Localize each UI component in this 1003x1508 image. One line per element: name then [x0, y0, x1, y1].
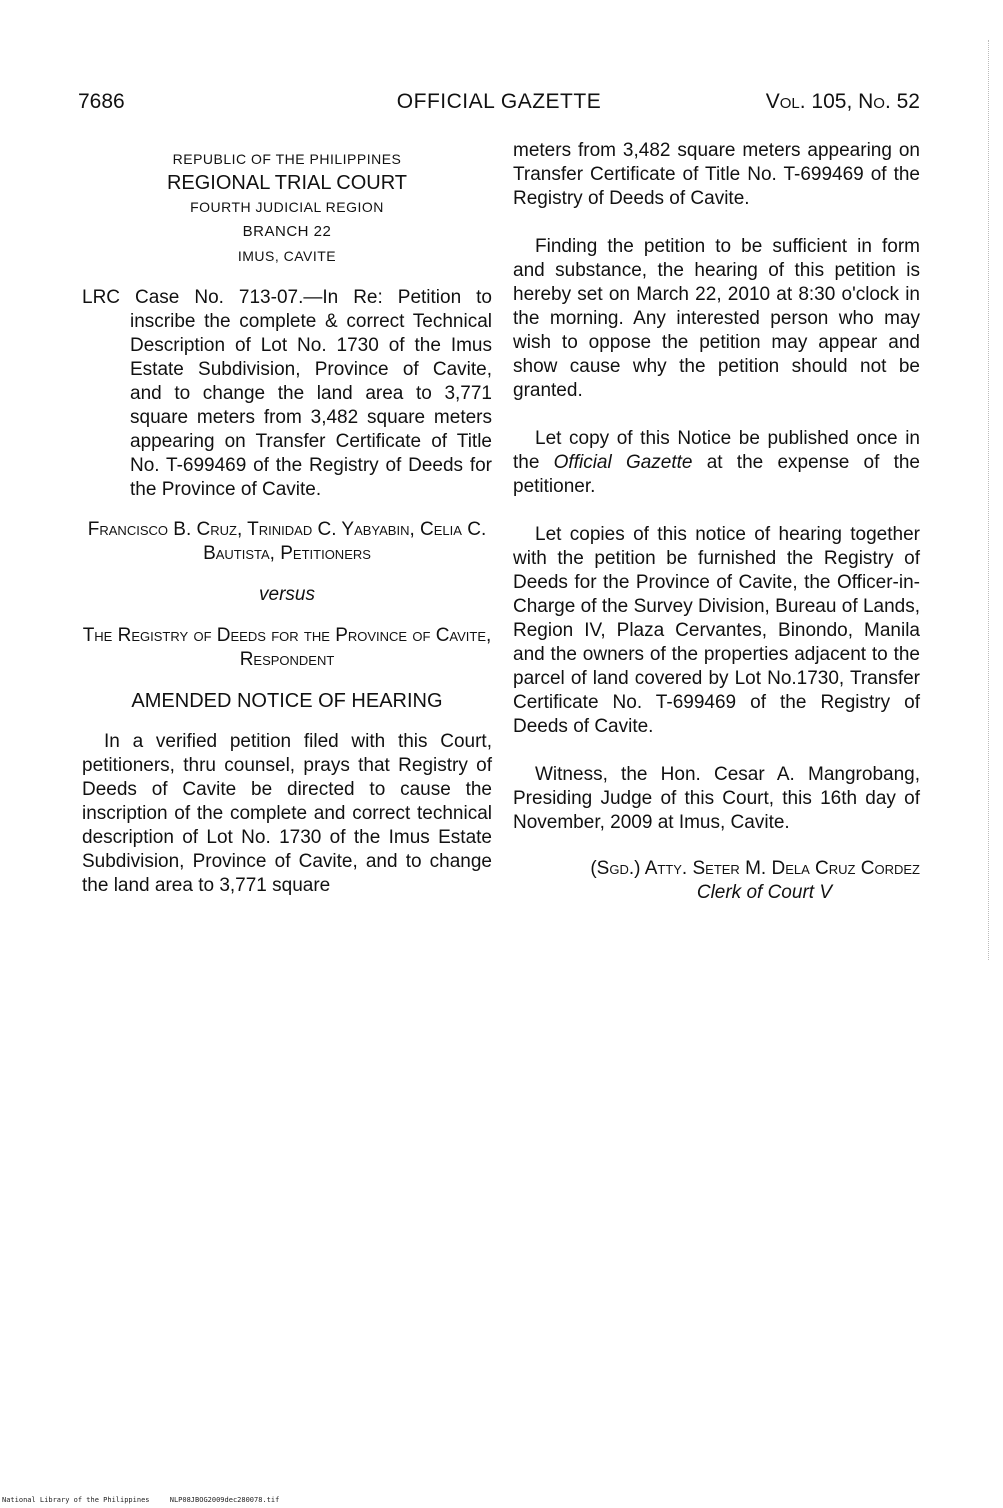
- publication-title: OFFICIAL GAZETTE: [396, 90, 602, 113]
- scan-edge-line: [988, 40, 990, 960]
- page-header: [78, 90, 920, 122]
- footer-library: National Library of the Philippines: [2, 1496, 150, 1504]
- court-branch: BRANCH 22: [242, 223, 332, 240]
- volume-number: Vol. 105, No. 52: [765, 90, 920, 113]
- left-column: [82, 147, 492, 898]
- paragraph-hearing-date: Finding the petition to be sufficient in form and substance, the hearing of this petition is hereby set on March 22, 2010 at 8:30 o'clock in the morning. Any interested person who may wish to oppose the petition may appear and show cause why the petition should not be granted.: [513, 236, 920, 401]
- signatory-name: (Sgd.) Atty. Seter M. Dela Cruz Cordez: [590, 858, 920, 879]
- respondent: The Registry of Deeds for the Province of Cavite, Respondent: [82, 625, 492, 670]
- paragraph-publication: Let copy of this Notice be published once in the Official Gazette at the expense of the petitioner.: [513, 428, 920, 497]
- court-country: REPUBLIC OF THE PHILIPPINES: [172, 151, 402, 167]
- case-caption: LRC Case No. 713-07.—In Re: Petition to inscribe the complete & correct Technical Description of Lot No. 1730 of the Imus Estate Subdivision, Province of Cavite, and to change the land area to 3,771 square meters from 3,482 square meters appearing on Transfer Certificate of Title No. T-699469 of the Registry of Deeds for the Province of Cavite.: [82, 287, 492, 500]
- page-number: 7686: [78, 90, 125, 113]
- notice-title: AMENDED NOTICE OF HEARING: [131, 690, 443, 712]
- signature-block: [513, 857, 920, 905]
- signatory-title: Clerk of Court V: [696, 882, 832, 903]
- right-column: [513, 139, 920, 905]
- paragraph-furnish-copies: Let copies of this notice of hearing together with the petition be furnished the Registry of Deeds for the Province of Cavite, the Officer-in-Charge of the Survey Division, Bureau of Lands, Region IV, Plaza Cervantes, Binondo, Manila and the owners of the properties adjacent to the parcel of land covered by Lot No.1730, Transfer Certificate No. T-699469 of the Registry of Deeds of Cavite.: [513, 524, 920, 737]
- petitioners: Francisco B. Cruz, Trinidad C. Yabyabin, Celia C. Bautista, Petitioners: [87, 519, 487, 564]
- paragraph-petition-continued: meters from 3,482 square meters appearing on Transfer Certificate of Title No. T-699469 of the Registry of Deeds of Cavite.: [513, 140, 920, 209]
- scan-footer: [2, 1496, 295, 1504]
- court-name: REGIONAL TRIAL COURT: [166, 172, 408, 194]
- versus-label: versus: [259, 584, 315, 605]
- court-location: IMUS, CAVITE: [237, 248, 337, 264]
- footer-filename: NLP08JBOG2009dec280078.tif: [169, 1496, 280, 1504]
- court-region: FOURTH JUDICIAL REGION: [190, 199, 384, 215]
- paragraph-petition: In a verified petition filed with this Court, petitioners, thru counsel, prays that Registry of Deeds of Cavite be directed to cause the inscription of the complete and correct technical description of Lot No. 1730 of the Imus Estate Subdivision, Province of Cavite, and to change the land area to 3,771 square: [82, 731, 492, 896]
- paragraph-witness: Witness, the Hon. Cesar A. Mangrobang, Presiding Judge of this Court, this 16th day of November, 2009 at Imus, Cavite.: [513, 764, 920, 833]
